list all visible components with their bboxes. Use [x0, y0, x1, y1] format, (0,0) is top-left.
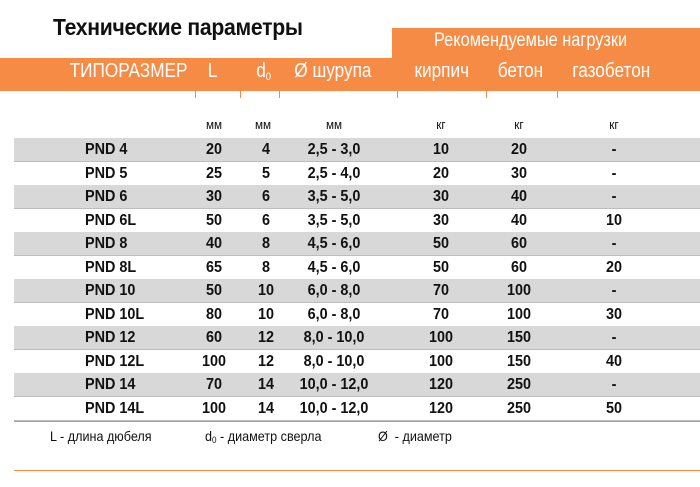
cell-length: 40 [205, 235, 223, 252]
cell-concrete: 250 [506, 376, 532, 393]
cell-length: 30 [205, 188, 223, 205]
column-divider [240, 72, 241, 98]
cell-size: PND 8L [85, 258, 137, 276]
cell-concrete: 60 [510, 258, 528, 276]
column-divider [279, 72, 280, 98]
header-screw: Ø шурупа [294, 60, 372, 82]
cell-length: 70 [205, 376, 223, 393]
cell-screw: 4,5 - 6,0 [307, 235, 361, 252]
cell-aerated: - [611, 282, 617, 299]
cell-brick: 30 [432, 211, 450, 229]
cell-concrete: 40 [510, 211, 528, 229]
cell-screw: 2,5 - 3,0 [307, 141, 361, 158]
cell-length: 20 [205, 141, 223, 158]
cell-size: PND 10L [85, 305, 145, 323]
cell-aerated: 30 [605, 305, 623, 323]
column-divider [195, 72, 196, 98]
cell-drill: 8 [261, 258, 271, 276]
cell-size: PND 12L [85, 352, 145, 370]
legend-drill [205, 428, 321, 445]
cell-screw: 2,5 - 4,0 [307, 164, 361, 182]
cell-screw: 4,5 - 6,0 [307, 258, 361, 276]
cell-brick: 120 [428, 399, 454, 417]
cell-length: 60 [205, 329, 223, 346]
cell-length: 25 [205, 164, 223, 182]
cell-size: PND 10 [85, 282, 136, 299]
cell-concrete: 150 [506, 352, 532, 370]
cell-drill: 10 [257, 305, 275, 323]
cell-screw: 3,5 - 5,0 [307, 188, 361, 205]
cell-aerated: 20 [605, 258, 623, 276]
unit-screw: мм [325, 117, 343, 132]
unit-drill: мм [254, 117, 272, 132]
cell-aerated: - [611, 235, 617, 252]
cell-brick: 100 [428, 352, 454, 370]
cell-brick: 20 [432, 164, 450, 182]
cell-aerated: 10 [605, 211, 623, 229]
cell-concrete: 30 [510, 164, 528, 182]
cell-aerated: 50 [605, 399, 623, 417]
cell-brick: 50 [432, 258, 450, 276]
header-length: L [207, 60, 218, 82]
cell-drill: 8 [261, 235, 271, 252]
cell-drill: 4 [261, 141, 271, 158]
cell-size: PND 12 [85, 329, 136, 346]
cell-concrete: 100 [506, 282, 532, 299]
page-title: Технические параметры [53, 14, 303, 40]
cell-screw: 3,5 - 5,0 [307, 211, 361, 229]
legend-diameter [378, 428, 452, 444]
cell-concrete: 150 [506, 329, 532, 346]
cell-concrete: 60 [510, 235, 528, 252]
cell-length: 65 [205, 258, 223, 276]
cell-aerated: 40 [605, 352, 623, 370]
cell-screw: 6,0 - 8,0 [307, 282, 361, 299]
cell-drill: 6 [261, 188, 271, 205]
cell-drill: 5 [261, 164, 271, 182]
cell-drill: 10 [257, 282, 275, 299]
cell-drill: 14 [257, 399, 275, 417]
cell-concrete: 20 [510, 141, 528, 158]
cell-aerated: - [611, 141, 617, 158]
cell-length: 100 [201, 352, 227, 370]
cell-screw: 8,0 - 10,0 [303, 352, 365, 370]
cell-aerated: - [611, 376, 617, 393]
cell-length: 100 [201, 399, 227, 417]
cell-size: PND 5 [85, 164, 128, 182]
unit-aerated: кг [609, 117, 619, 132]
cell-aerated: - [611, 188, 617, 205]
legend-length: L - длина дюбеля [50, 428, 152, 444]
cell-brick: 100 [428, 329, 454, 346]
cell-aerated: - [611, 164, 617, 182]
cell-concrete: 40 [510, 188, 528, 205]
header-drill [256, 60, 271, 83]
cell-concrete: 250 [506, 399, 532, 417]
legend-drill-sub: 0 [212, 435, 217, 445]
cell-drill: 14 [257, 376, 275, 393]
unit-concrete: кг [514, 117, 524, 132]
unit-brick: кг [436, 117, 446, 132]
cell-length: 50 [205, 282, 223, 299]
legend-diameter-text: - диаметр [387, 428, 452, 444]
cell-brick: 30 [432, 188, 450, 205]
column-divider [397, 72, 398, 98]
header-concrete: бетон [497, 60, 544, 82]
cell-length: 50 [205, 211, 223, 229]
column-divider [486, 72, 487, 98]
cell-aerated: - [611, 329, 617, 346]
cell-screw: 10,0 - 12,0 [299, 399, 369, 417]
diameter-symbol: Ø [378, 428, 388, 444]
legend-drill-text: - диаметр сверла [216, 428, 322, 444]
page-bottom-line [14, 470, 700, 471]
loads-header-label: Рекомендуемые нагрузки [434, 30, 628, 51]
cell-size: PND 14 [85, 376, 136, 393]
header-size: ТИПОРАЗМЕР [69, 60, 188, 82]
cell-brick: 70 [432, 282, 450, 299]
column-divider [557, 72, 558, 98]
header-drill-main: d [256, 60, 266, 82]
table-bottom-line [14, 421, 700, 422]
cell-brick: 10 [432, 141, 450, 158]
unit-length: мм [205, 117, 223, 132]
header-drill-sub: 0 [265, 71, 272, 83]
cell-screw: 6,0 - 8,0 [307, 305, 361, 323]
cell-size: PND 6 [85, 188, 128, 205]
cell-brick: 50 [432, 235, 450, 252]
cell-drill: 12 [257, 329, 275, 346]
legend-drill-main: d [205, 428, 213, 444]
cell-brick: 120 [428, 376, 454, 393]
cell-drill: 12 [257, 352, 275, 370]
cell-size: PND 6L [85, 211, 137, 229]
cell-size: PND 4 [85, 141, 128, 158]
cell-screw: 10,0 - 12,0 [299, 376, 369, 393]
cell-size: PND 8 [85, 235, 128, 252]
cell-length: 80 [205, 305, 223, 323]
cell-screw: 8,0 - 10,0 [303, 329, 365, 346]
cell-size: PND 14L [85, 399, 145, 417]
cell-concrete: 100 [506, 305, 532, 323]
header-brick: кирпич [414, 60, 470, 82]
cell-drill: 6 [261, 211, 271, 229]
header-aerated: газобетон [572, 60, 651, 82]
cell-brick: 70 [432, 305, 450, 323]
